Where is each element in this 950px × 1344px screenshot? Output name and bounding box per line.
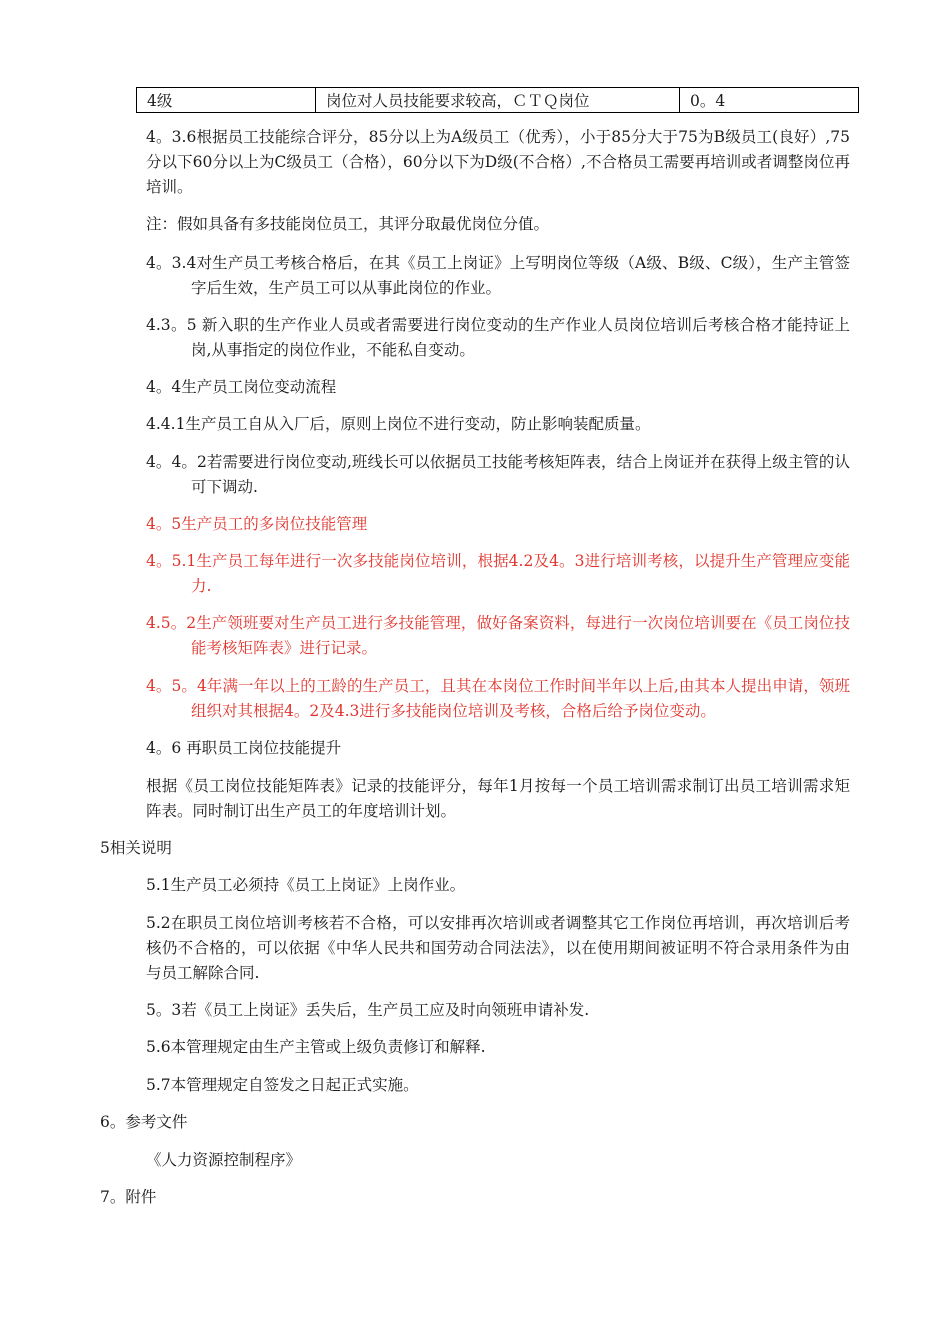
clause-4-3-6: 4。3.6根据员工技能综合评分，85分以上为A级员工（优秀），小于85分大于75为B级员工(良好）,75分以下60分以上为C级员工（合格），60分以下为D级(不合格）,不合格员工需要再培训或者调整岗位再培训。: [146, 128, 850, 196]
grade-cell: 4级: [137, 88, 316, 113]
clause-4-5-2: 4.5。2生产领班要对生产员工进行多技能管理，做好备案资料，每进行一次岗位培训要在《员工岗位技能考核矩阵表》进行记录。: [146, 614, 850, 657]
section-5-heading: 5相关说明: [100, 839, 172, 857]
clause-4-3-5: 4.3。5 新入职的生产作业人员或者需要进行岗位变动的生产作业人员岗位培训后考核合格才能持证上岗,从事指定的岗位作业，不能私自变动。: [146, 316, 850, 359]
clause-5-2: 5.2在职员工岗位培训考核若不合格，可以安排再次培训或者调整其它工作岗位再培训，再次培训后考核仍不合格的，可以依据《中华人民共和国劳动合同法法》，以在使用期间被证明不符合录用条件为由与员工解除合同.: [146, 914, 850, 982]
heading-4-6: 4。6 再职员工岗位技能提升: [146, 739, 342, 757]
reference-document: 《人力资源控制程序》: [146, 1151, 302, 1169]
note: 注：假如具备有多技能岗位员工，其评分取最优岗位分值。: [146, 215, 550, 233]
clause-4-4-2: 4。4。2若需要进行岗位变动,班线长可以依据员工技能考核矩阵表，结合上岗证并在获得上级主管的认可下调动.: [146, 453, 850, 496]
heading-4-4: 4。4生产员工岗位变动流程: [146, 378, 337, 396]
clause-5-7: 5.7本管理规定自签发之日起正式实施。: [146, 1076, 419, 1094]
grade-table: [136, 87, 859, 113]
coefficient-cell: 0。4: [680, 88, 859, 113]
heading-4-5: 4。5生产员工的多岗位技能管理: [146, 515, 368, 533]
clause-4-6: 根据《员工岗位技能矩阵表》记录的技能评分，每年1月按每一个员工培训需求制订出员工培训需求矩阵表。同时制订出生产员工的年度培训计划。: [146, 777, 850, 820]
clause-5-6: 5.6本管理规定由生产主管或上级负责修订和解释.: [146, 1038, 486, 1056]
section-7-heading: 7。附件: [100, 1188, 157, 1206]
clause-4-4-1: 4.4.1生产员工自从入厂后，原则上岗位不进行变动，防止影响装配质量。: [146, 415, 651, 433]
clause-5-1: 5.1生产员工必须持《员工上岗证》上岗作业。: [146, 876, 466, 894]
clause-4-5-1: 4。5.1生产员工每年进行一次多技能岗位培训，根据4.2及4。3进行培训考核，以提升生产管理应变能力.: [146, 552, 850, 595]
requirement-cell: 岗位对人员技能要求较高，ＣＴＱ岗位: [316, 88, 680, 113]
clause-4-5-4: 4。5。4年满一年以上的工龄的生产员工，且其在本岗位工作时间半年以上后,由其本人提出申请，领班组织对其根据4。2及4.3进行多技能岗位培训及考核，合格后给予岗位变动。: [146, 677, 850, 720]
section-6-heading: 6。参考文件: [100, 1113, 188, 1131]
table-row: [137, 88, 859, 113]
clause-5-3: 5。3若《员工上岗证》丢失后，生产员工应及时向领班申请补发.: [146, 1001, 590, 1019]
clause-4-3-4: 4。3.4对生产员工考核合格后，在其《员工上岗证》上写明岗位等级（A级、B级、C级），生产主管签字后生效，生产员工可以从事此岗位的作业。: [146, 254, 850, 297]
